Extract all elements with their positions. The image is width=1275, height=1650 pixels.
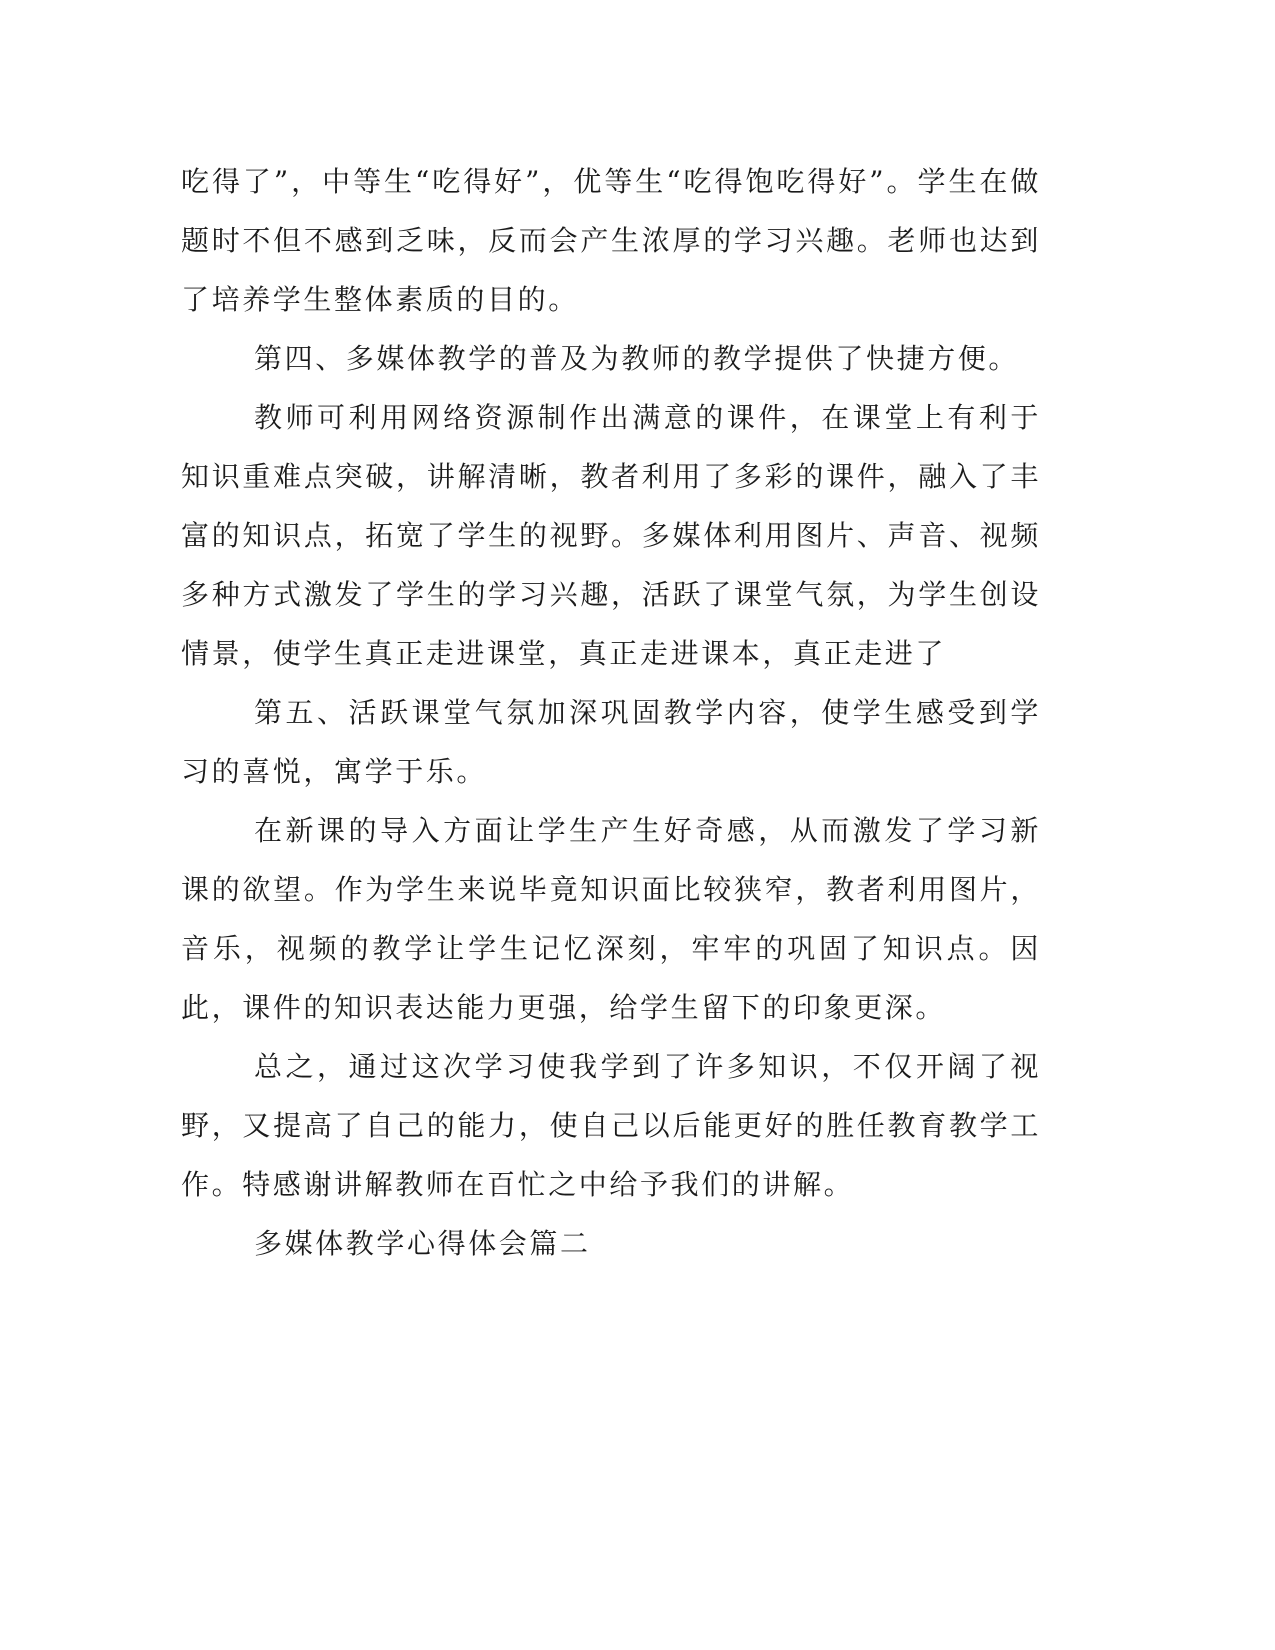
- paragraph-point-five-heading: 第五、活跃课堂气氛加深巩固教学内容，使学生感受到学习的喜悦，寓学于乐。: [181, 696, 1041, 788]
- paragraph-point-four-heading: 第四、多媒体教学的普及为教师的教学提供了快捷方便。: [254, 342, 1020, 375]
- section-title-part-two: 多媒体教学心得体会篇二: [254, 1227, 591, 1260]
- paragraph-point-five-body: 在新课的导入方面让学生产生好奇感，从而激发了学习新课的欲望。作为学生来说毕竟知识面比较狭窄，教者利用图片，音乐，视频的教学让学生记忆深刻，牢牢的巩固了知识点。因此，课件的知识表达能力更强，给学生留下的印象更深。: [181, 814, 1041, 1024]
- paragraph-continuation: 吃得了”，中等生“吃得好”，优等生“吃得饱吃得好”。学生在做题时不但不感到乏味，反而会产生浓厚的学习兴趣。老师也达到了培养学生整体素质的目的。: [181, 165, 1041, 316]
- paragraph-conclusion: 总之，通过这次学习使我学到了许多知识，不仅开阔了视野，又提高了自己的能力，使自己以后能更好的胜任教育教学工作。特感谢讲解教师在百忙之中给予我们的讲解。: [181, 1050, 1041, 1201]
- paragraph-point-four-body: 教师可利用网络资源制作出满意的课件，在课堂上有利于知识重难点突破，讲解清晰，教者利用了多彩的课件，融入了丰富的知识点，拓宽了学生的视野。多媒体利用图片、声音、视频多种方式激发了学生的学习兴趣，活跃了课堂气氛，为学生创设情景，使学生真正走进课堂，真正走进课本，真正走进了: [181, 401, 1041, 670]
